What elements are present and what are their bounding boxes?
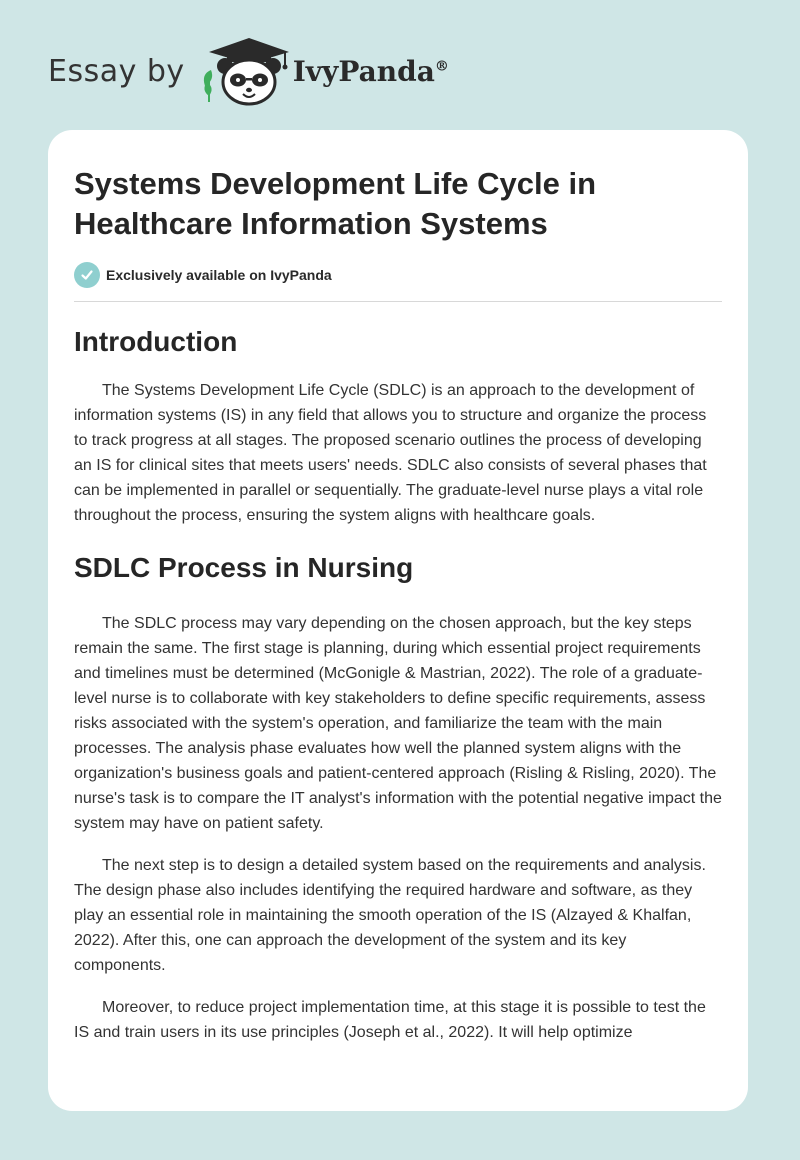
brand-header[interactable] bbox=[48, 36, 449, 106]
paragraph: The Systems Development Life Cycle (SDLC) is an approach to the development of information systems (IS) in any field that allows you to structure and organize the process to track progress at all stages. The proposed scenario outlines the process of developing an IS for clinical sites that meets users' needs. SDLC also consists of several phases that can be implemented in parallel or sequentially. The graduate-level nurse plays a vital role throughout the process, ensuring the system aligns with healthcare goals. bbox=[74, 382, 707, 524]
paragraph: Moreover, to reduce project implementation time, at this stage it is possible to test the IS and train users in its use principles (Joseph et al., 2022). It will help optimize bbox=[74, 999, 706, 1041]
exclusive-label: Exclusively available on IvyPanda bbox=[106, 267, 332, 283]
brand-name: IvyPanda® bbox=[292, 54, 449, 88]
paragraph: The next step is to design a detailed system based on the requirements and analysis. The design phase also includes identifying the required hardware and software, as they play an essential role in maintaining the smooth operation of the IS (Alzayed & Khalfan, 2022). After this, one can approach the development of the system and its key components. bbox=[74, 857, 706, 974]
page-title: Systems Development Life Cycle in Healthcare Information Systems bbox=[74, 166, 597, 241]
section-heading-introduction: Introduction bbox=[74, 326, 238, 357]
divider bbox=[74, 301, 722, 302]
essay-card bbox=[48, 130, 748, 1111]
paragraph: The SDLC process may vary depending on the chosen approach, but the key steps remain the same. The first stage is planning, during which essential project requirements and timelines must be determined (McGonigle & Mastrian, 2022). The role of a graduate-level nurse is to collaborate with key stakeholders to define specific requirements, assess risks associated with the system's operation, and familiarize the team with the main processes. The analysis phase evaluates how well the planned system aligns with the organization's business goals and patient-centered approach (Risling & Risling, 2020). The nurse's task is to compare the IT analyst's information with the potential negative impact the system may have on patient safety. bbox=[74, 615, 722, 832]
section-heading-sdlc-process: SDLC Process in Nursing bbox=[74, 552, 414, 583]
panda-logo-icon bbox=[199, 36, 291, 106]
brand-prefix: Essay by bbox=[48, 53, 185, 89]
exclusive-badge bbox=[74, 262, 722, 288]
check-icon bbox=[74, 262, 100, 288]
